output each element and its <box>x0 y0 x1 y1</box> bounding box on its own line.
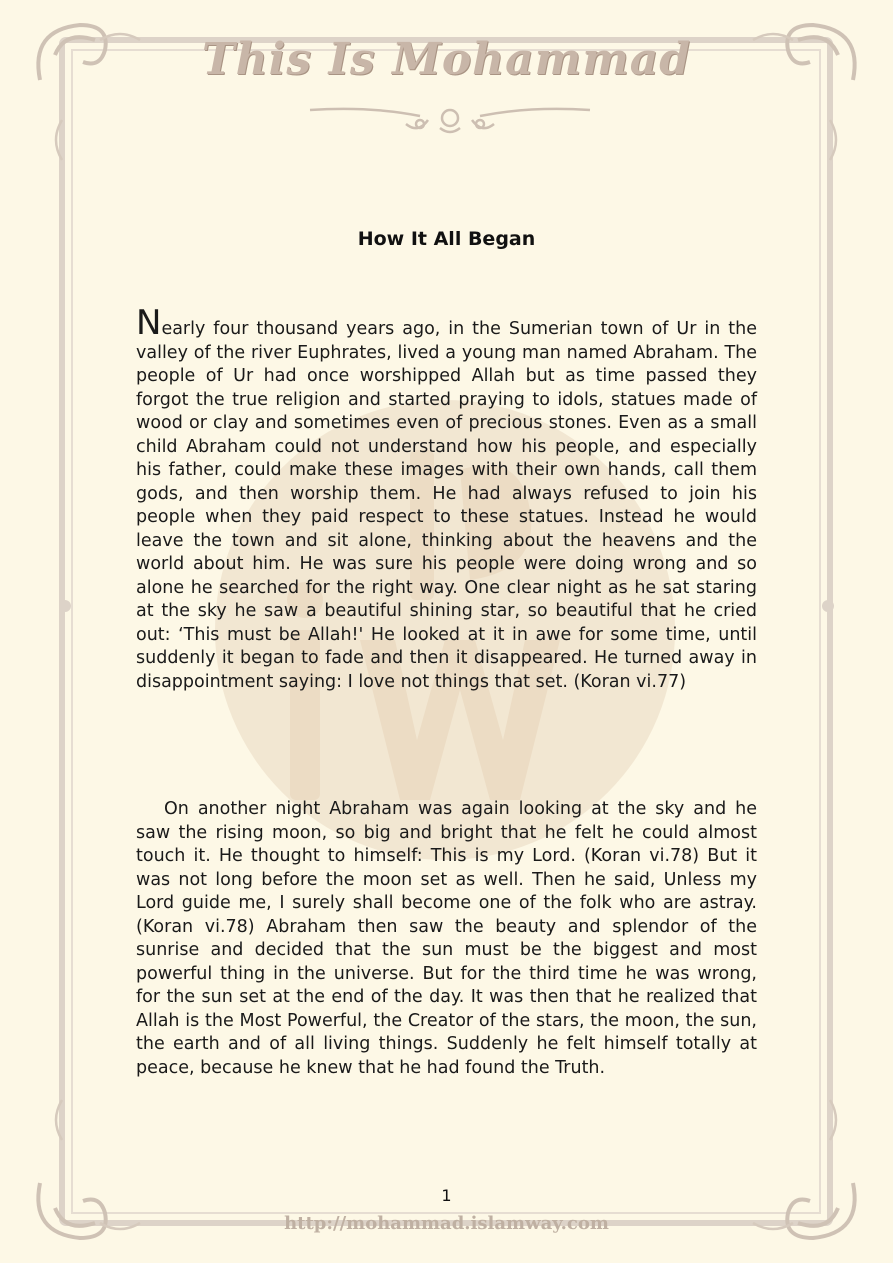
paragraph-2: On another night Abraham was again looking at the sky and he saw the rising moon, so big and bright that he felt he could almost touch it. He thought to himself: This is my Lord. (Koran vi.78) But it was not long before the moon set as well. Then he said, Unless my Lord guide me, I surely shall become one of the folk who are astray. (Koran vi.78) Abraham then saw the beauty and splendor of the sunrise and decided that the sun must be the biggest and most powerful thing in the universe. But for the third time he was wrong, for the sun set at the end of the day. It was then that he realized that Allah is the Most Powerful, the Creator of the stars, the moon, the sun, the earth and of all living things. Suddenly he felt himself totally at peace, because he knew that he had found the Truth. <box>136 799 757 1078</box>
paragraph-1 <box>136 303 757 694</box>
paragraph-1-text: early four thousand years ago, in the Sumerian town of Ur in the valley of the river Euphrates, lived a young man named Abraham. The people of Ur had once worshipped Allah but as time passed they forgot the true religion and started praying to idols, statues made of wood or clay and sometimes even of precious stones. Even as a small child Abraham could not understand how his people, and especially his father, could make these images with their own hands, call them gods, and then worship them. He had always refused to join his people when they paid respect to these statues. Instead he would leave the town and sit alone, thinking about the heavens and the world about him. He was sure his people were doing wrong and so alone he searched for the right way. One clear night as he sat staring at the sky he saw a beautiful shining star, so beautiful that he cried out: ‘This must be Allah!' He looked at it in awe for some time, until suddenly it began to fade and then it disappeared. He turned away in disappointment saying: I love not things that set. (Koran vi.77) <box>136 319 757 692</box>
drop-cap: N <box>136 303 162 343</box>
book-title: This Is Mohammad <box>201 34 692 85</box>
page-number: 1 <box>441 1186 452 1205</box>
title-ornament <box>300 98 600 138</box>
footer-url: http://mohammad.islamway.com <box>284 1213 609 1234</box>
chapter-title: How It All Began <box>357 228 536 250</box>
